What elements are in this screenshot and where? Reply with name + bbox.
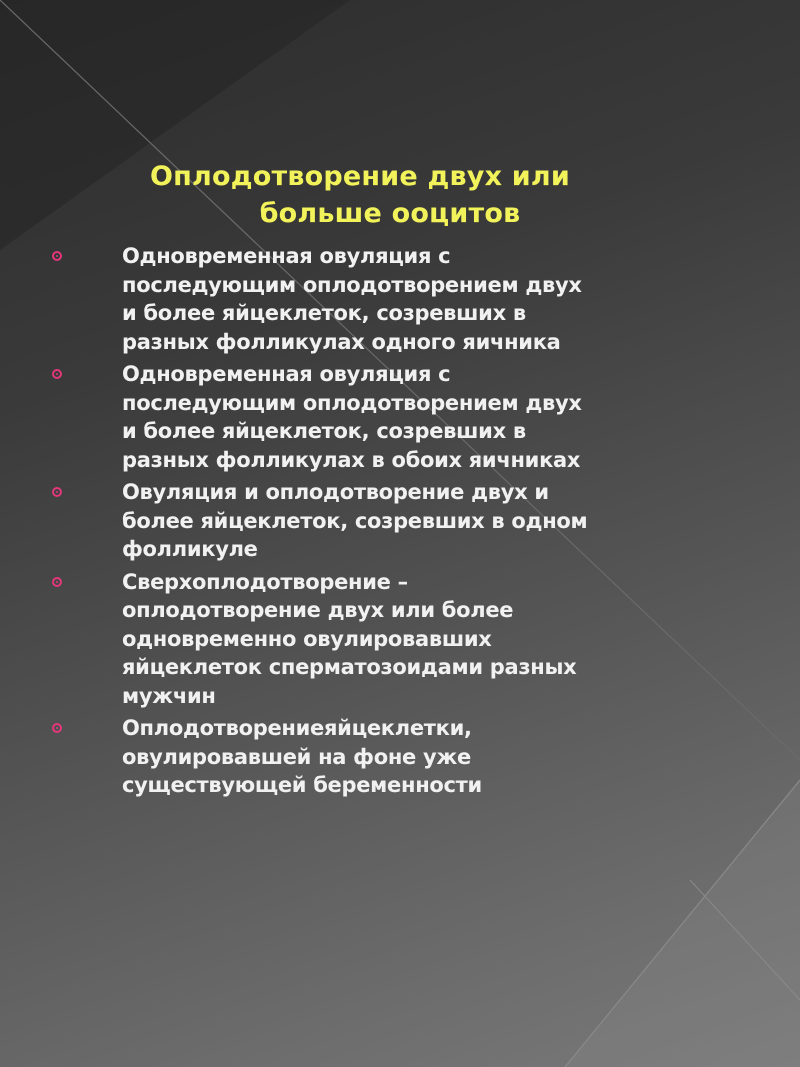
bullet-line: оплодотворение двух или более xyxy=(122,598,514,622)
bullet-line: овулировавшей на фоне уже xyxy=(122,744,471,769)
slide-title-line2: больше ооцитов xyxy=(259,198,521,229)
bullet-line: разных фолликулах в обоих яичниках xyxy=(122,447,581,472)
bullet-line: Одновременная овуляция с xyxy=(122,244,451,268)
bullet-line: Овуляция и оплодотворение двух и xyxy=(122,480,549,504)
bullet-line: мужчин xyxy=(122,683,216,708)
bullet-line: разных фолликулах одного яичника xyxy=(122,329,561,354)
bullet-list xyxy=(44,242,684,804)
bullet-line: и более яйцеклеток, созревших в xyxy=(122,301,526,325)
bullet-line: фолликуле xyxy=(122,537,258,561)
bullet-line: последующим оплодотворением двух xyxy=(122,390,582,415)
bullet-item xyxy=(44,360,684,474)
bullet-line: Сверхоплодотворение – xyxy=(122,569,408,594)
bullet-line: существующей беременности xyxy=(122,773,482,797)
bullet-item xyxy=(44,478,684,564)
slide-title xyxy=(100,158,620,232)
bullet-line: Оплодотворениеяйцеклетки, xyxy=(122,716,472,740)
bullet-line: более яйцеклеток, созревших в одном xyxy=(122,508,588,533)
bullet-line: Одновременная овуляция с xyxy=(122,362,451,386)
bullet-ring-icon xyxy=(52,723,62,733)
bullet-ring-icon xyxy=(52,369,62,379)
bullet-item xyxy=(44,714,684,800)
bullet-ring-icon xyxy=(52,251,62,261)
slide-title-line1: Оплодотворение двух или xyxy=(149,161,570,192)
bullet-line: и более яйцеклеток, созревших в xyxy=(122,419,526,443)
bullet-ring-icon xyxy=(52,487,62,497)
bullet-item xyxy=(44,242,684,356)
bullet-line: одновременно овулировавших xyxy=(122,626,492,651)
bullet-item xyxy=(44,568,684,711)
bullet-line: последующим оплодотворением двух xyxy=(122,272,582,297)
bullet-ring-icon xyxy=(52,577,62,587)
bullet-line: яйцеклеток сперматозоидами разных xyxy=(122,655,577,679)
